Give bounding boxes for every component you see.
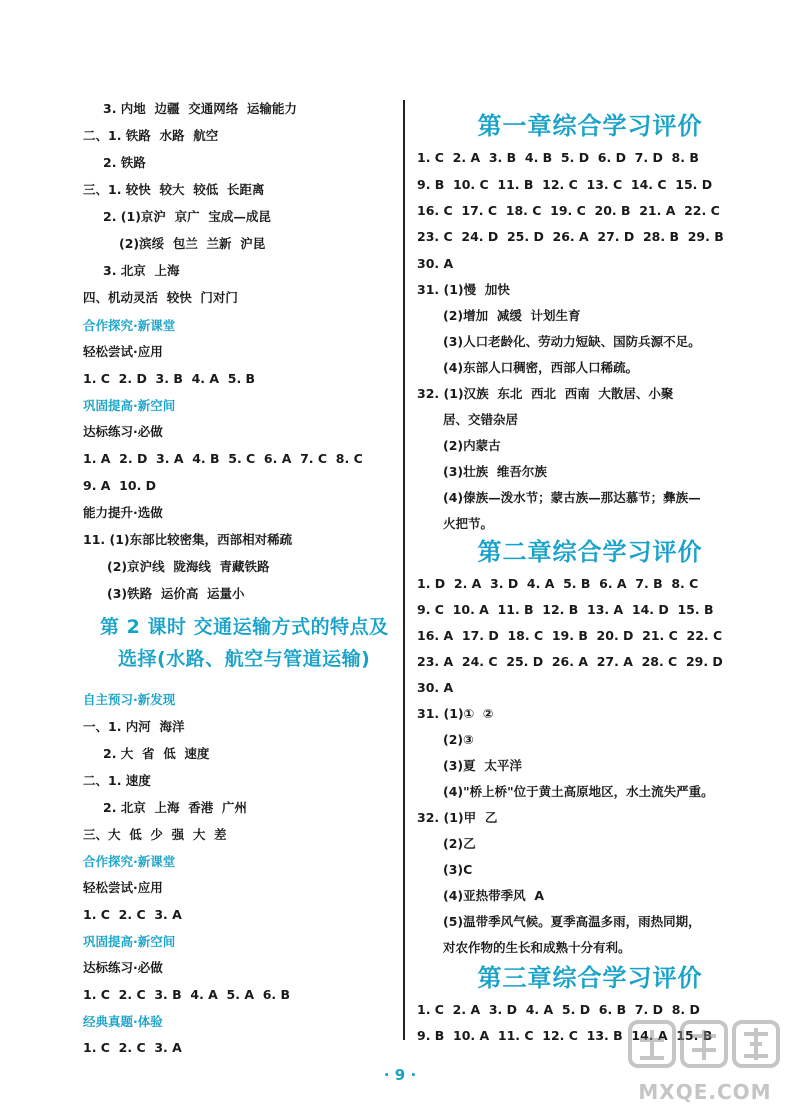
answer-line: 3. 北京 上海 <box>103 263 180 278</box>
answer-line: 2. 铁路 <box>103 155 146 170</box>
column-divider <box>403 100 405 1040</box>
answer-line: (4)亚热带季风 A <box>443 888 545 903</box>
chapter-3-heading: 第三章综合学习评价 <box>477 964 703 992</box>
answer-line: 32. (1)汉族 东北 西北 西南 大散居、小聚 <box>417 386 674 401</box>
answer-line: 达标练习·必做 <box>83 424 163 439</box>
answer-line: 轻松尝试·应用 <box>83 880 163 895</box>
answer-line: (2)乙 <box>443 836 476 851</box>
answer-line: 23. A 24. C 25. D 26. A 27. A 28. C 29. D <box>417 654 723 669</box>
answer-line: (3)铁路 运价高 运量小 <box>107 586 245 601</box>
answer-line: 二、1. 速度 <box>83 773 151 788</box>
section-label: 巩固提高·新空间 <box>83 398 176 413</box>
answer-line: 三、1. 较快 较大 较低 长距离 <box>83 182 265 197</box>
answer-line: (2)③ <box>443 732 474 747</box>
answer-line: 11. (1)东部比较密集，西部相对稀疏 <box>83 532 293 547</box>
answer-line: (4)"桥上桥"位于黄土高原地区，水土流失严重。 <box>443 784 714 799</box>
answer-line: 能力提升·选做 <box>83 505 163 520</box>
answer-line: 2. 北京 上海 香港 广州 <box>103 800 247 815</box>
answer-line: 1. C 2. C 3. A <box>83 1040 182 1055</box>
answer-line: 30. A <box>417 680 454 695</box>
answer-line: 31. (1)① ② <box>417 706 494 721</box>
answer-line: 1. C 2. D 3. B 4. A 5. B <box>83 371 256 386</box>
watermark-text: MXQE.COM <box>638 1080 772 1104</box>
section-label: 合作探究·新课堂 <box>83 318 176 333</box>
answer-line: (2)京沪线 陇海线 青藏铁路 <box>107 559 270 574</box>
answer-line: (3)C <box>443 862 473 877</box>
section-label: 经典真题·体验 <box>83 1014 163 1029</box>
lesson-title-line-2: 选择(水路、航空与管道运输) <box>118 648 371 670</box>
answer-line: 3. 内地 边疆 交通网络 运输能力 <box>103 101 297 116</box>
answer-line: (3)壮族 维吾尔族 <box>443 464 547 479</box>
answer-line: 30. A <box>417 256 454 271</box>
answer-line: 对农作物的生长和成熟十分有利。 <box>443 940 631 955</box>
answer-line: 16. C 17. C 18. C 19. C 20. B 21. A 22. C <box>417 203 720 218</box>
answer-line: (3)夏 太平洋 <box>443 758 522 773</box>
answer-line: 2. (1)京沪 京广 宝成—成昆 <box>103 209 271 224</box>
answer-line: 9. C 10. A 11. B 12. B 13. A 14. D 15. B <box>417 602 714 617</box>
answer-line: 9. A 10. D <box>83 478 157 493</box>
section-label: 自主预习·新发现 <box>83 692 176 707</box>
answer-line: 9. B 10. A 11. C 12. C 13. B 14. A 15. B <box>417 1028 713 1043</box>
section-label: 巩固提高·新空间 <box>83 934 176 949</box>
answer-line: 三、大 低 少 强 大 差 <box>83 827 227 842</box>
watermark-seal-icon <box>620 1010 790 1080</box>
answer-line: (2)增加 减缓 计划生育 <box>443 308 581 323</box>
chapter-2-heading: 第二章综合学习评价 <box>477 538 703 566</box>
answer-line: (2)内蒙古 <box>443 438 501 453</box>
answer-line: 居、交错杂居 <box>443 412 519 427</box>
answer-line: 1. C 2. C 3. A <box>83 907 182 922</box>
answer-line: 1. C 2. C 3. B 4. A 5. A 6. B <box>83 987 291 1002</box>
answer-line: 1. A 2. D 3. A 4. B 5. C 6. A 7. C 8. C <box>83 451 363 466</box>
answer-line: 达标练习·必做 <box>83 960 163 975</box>
answer-line: 31. (1)慢 加快 <box>417 282 510 297</box>
answer-line: 1. C 2. A 3. B 4. B 5. D 6. D 7. D 8. B <box>417 150 699 165</box>
answer-line: (2)滨绥 包兰 兰新 沪昆 <box>119 236 266 251</box>
answer-line: 四、机动灵活 较快 门对门 <box>83 290 238 305</box>
answer-line: 轻松尝试·应用 <box>83 344 163 359</box>
answer-line: 火把节。 <box>443 516 494 531</box>
answer-line: 1. D 2. A 3. D 4. A 5. B 6. A 7. B 8. C <box>417 576 699 591</box>
answer-line: 16. A 17. D 18. C 19. B 20. D 21. C 22. C <box>417 628 723 643</box>
answer-line: 9. B 10. C 11. B 12. C 13. C 14. C 15. D <box>417 177 713 192</box>
answer-line: 1. C 2. A 3. D 4. A 5. D 6. B 7. D 8. D <box>417 1002 700 1017</box>
section-label: 合作探究·新课堂 <box>83 854 176 869</box>
answer-line: (4)傣族—泼水节；蒙古族—那达慕节；彝族— <box>443 490 701 505</box>
answer-line: (5)温带季风气候。夏季高温多雨，雨热同期， <box>443 914 701 929</box>
answer-line: 32. (1)甲 乙 <box>417 810 498 825</box>
answer-line: (4)东部人口稠密，西部人口稀疏。 <box>443 360 639 375</box>
answer-line: 23. C 24. D 25. D 26. A 27. D 28. B 29. B <box>417 229 724 244</box>
answer-line: 一、1. 内河 海洋 <box>83 719 185 734</box>
answer-line: (3)人口老龄化、劳动力短缺、国防兵源不足。 <box>443 334 701 349</box>
answer-line: 二、1. 铁路 水路 航空 <box>83 128 219 143</box>
watermark-logo <box>620 1010 790 1110</box>
chapter-1-heading: 第一章综合学习评价 <box>477 112 703 140</box>
page-number: · 9 · <box>383 1066 417 1084</box>
answer-line: 2. 大 省 低 速度 <box>103 746 210 761</box>
lesson-title-line-1: 第 2 课时 交通运输方式的特点及 <box>100 616 389 638</box>
